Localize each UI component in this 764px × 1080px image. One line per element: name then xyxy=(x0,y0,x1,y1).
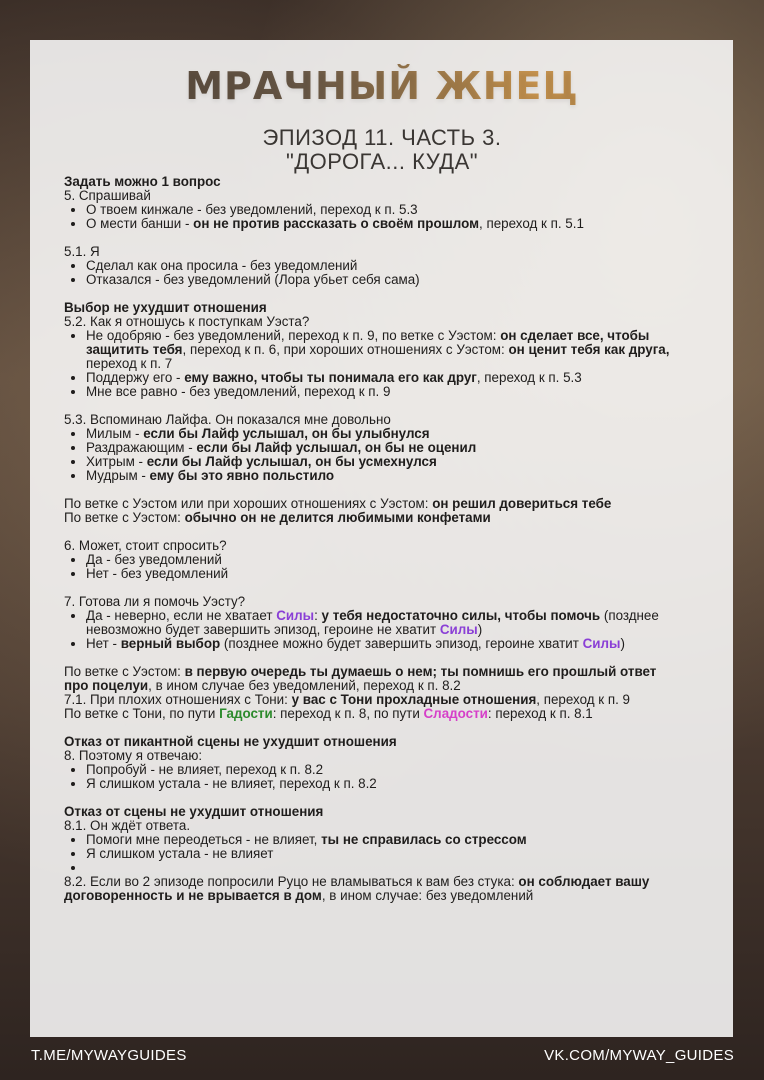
choice-item: • Да - неверно, если не хватает Силы: у тебя недостаточно силы, чтобы помочь (позднее невозможно будет завершить эпизод, героине не хватит Силы) xyxy=(86,609,674,637)
choice-list xyxy=(64,833,674,875)
choice-list xyxy=(64,203,674,231)
branch-note: По ветке с Тони, по пути Гадости: переход к п. 8, по пути Сладости: переход к п. 8.1 xyxy=(64,706,593,721)
choice-item: • О твоем кинжале - без уведомлений, переход к п. 5.3 xyxy=(86,203,674,217)
choice-list xyxy=(64,259,674,287)
choice-item: • Раздражающим - если бы Лайф услышал, он бы не оценил xyxy=(86,441,674,455)
stat-label: Силы xyxy=(582,636,621,651)
choice-item: • Мне все равно - без уведомлений, переход к п. 9 xyxy=(86,385,674,399)
section-heading: 7. Готова ли я помочь Уэсту? xyxy=(64,594,246,609)
branch-note: По ветке с Уэстом: обычно он не делится любимыми конфетами xyxy=(64,510,491,525)
section-heading: 6. Может, стоит спросить? xyxy=(64,538,227,553)
branch-note: По ветке с Уэстом или при хороших отношениях с Уэстом: он решил довериться тебе xyxy=(64,496,612,511)
path-label: Сладости xyxy=(423,706,488,721)
branch-note: По ветке с Уэстом: в первую очередь ты думаешь о нем; ты помнишь его прошлый ответ про поцелуи, в ином случае без уведомлений, переход к п. 8.2 xyxy=(64,664,657,693)
choice-item: • Отказался - без уведомлений (Лора убьет себя сама) xyxy=(86,273,674,287)
choice-item: • Я слишком устала - не влияет xyxy=(86,847,674,861)
choice-item: • Сделал как она просила - без уведомлений xyxy=(86,259,674,273)
section-note: Выбор не ухудшит отношения xyxy=(64,300,267,315)
episode-subtitle xyxy=(0,126,764,174)
choice-item: • Нет - верный выбор (позднее можно будет завершить эпизод, героине хватит Силы) xyxy=(86,637,674,651)
stat-label: Силы xyxy=(276,608,315,623)
subtitle-line-2: "ДОРОГА... КУДА" xyxy=(285,149,479,174)
choice-item: • Помоги мне переодеться - не влияет, ты не справилась со стрессом xyxy=(86,833,674,847)
page-title: МРАЧНЫЙ ЖНЕЦ xyxy=(0,64,764,108)
choice-item: • Не одобряю - без уведомлений, переход к п. 9, по ветке с Уэстом: он сделает все, чтобы защитить тебя, переход к п. 6, при хороших отношениях с Уэстом: он ценит тебя как друга, переход к п. 7 xyxy=(86,329,674,371)
section-heading: 5.1. Я xyxy=(64,244,100,259)
choice-item: • Попробуй - не влияет, переход к п. 8.2 xyxy=(86,763,674,777)
path-label: Гадости xyxy=(219,706,273,721)
choice-item: • Мудрым - ему бы это явно польстило xyxy=(86,469,674,483)
section-heading: 5. Спрашивай xyxy=(64,188,151,203)
stat-label: Силы xyxy=(439,622,478,637)
choice-list xyxy=(64,329,674,399)
choice-item: • Милым - если бы Лайф услышал, он бы улыбнулся xyxy=(86,427,674,441)
choice-item: • Нет - без уведомлений xyxy=(86,567,674,581)
section-note: Отказ от пикантной сцены не ухудшит отношения xyxy=(64,734,397,749)
choice-item: • Хитрым - если бы Лайф услышал, он бы усмехнулся xyxy=(86,455,674,469)
guide-content xyxy=(64,175,674,903)
section-heading: 5.3. Вспоминаю Лайфа. Он показался мне довольно xyxy=(64,412,391,427)
choice-item: • О мести банши - он не против рассказать о своём прошлом, переход к п. 5.1 xyxy=(86,217,674,231)
choice-list xyxy=(64,427,674,483)
choice-list xyxy=(64,609,674,651)
branch-note: 8.2. Если во 2 эпизоде попросили Руцо не вламываться к вам без стука: он соблюдает вашу договоренность и не врывается в дом, в ином случае: без уведомлений xyxy=(64,874,650,903)
vk-link[interactable]: VK.COM/MYWAY_GUIDES xyxy=(544,1047,734,1064)
choice-list xyxy=(64,553,674,581)
choice-item xyxy=(86,861,674,875)
choice-item: • Я слишком устала - не влияет, переход к п. 8.2 xyxy=(86,777,674,791)
choice-item: • Поддержу его - ему важно, чтобы ты понимала его как друг, переход к п. 5.3 xyxy=(86,371,674,385)
telegram-link[interactable]: T.ME/MYWAYGUIDES xyxy=(31,1047,187,1064)
section-heading: 8. Поэтому я отвечаю: xyxy=(64,748,203,763)
choice-list xyxy=(64,763,674,791)
section-heading: 5.2. Как я отношусь к поступкам Уэста? xyxy=(64,314,310,329)
section-note: Задать можно 1 вопрос xyxy=(64,174,221,189)
choice-item: • Да - без уведомлений xyxy=(86,553,674,567)
section-heading: 8.1. Он ждёт ответа. xyxy=(64,818,191,833)
section-note: Отказ от сцены не ухудшит отношения xyxy=(64,804,324,819)
branch-note: 7.1. При плохих отношениях с Тони: у вас с Тони прохладные отношения, переход к п. 9 xyxy=(64,692,630,707)
subtitle-line-1: ЭПИЗОД 11. ЧАСТЬ 3. xyxy=(262,125,502,150)
